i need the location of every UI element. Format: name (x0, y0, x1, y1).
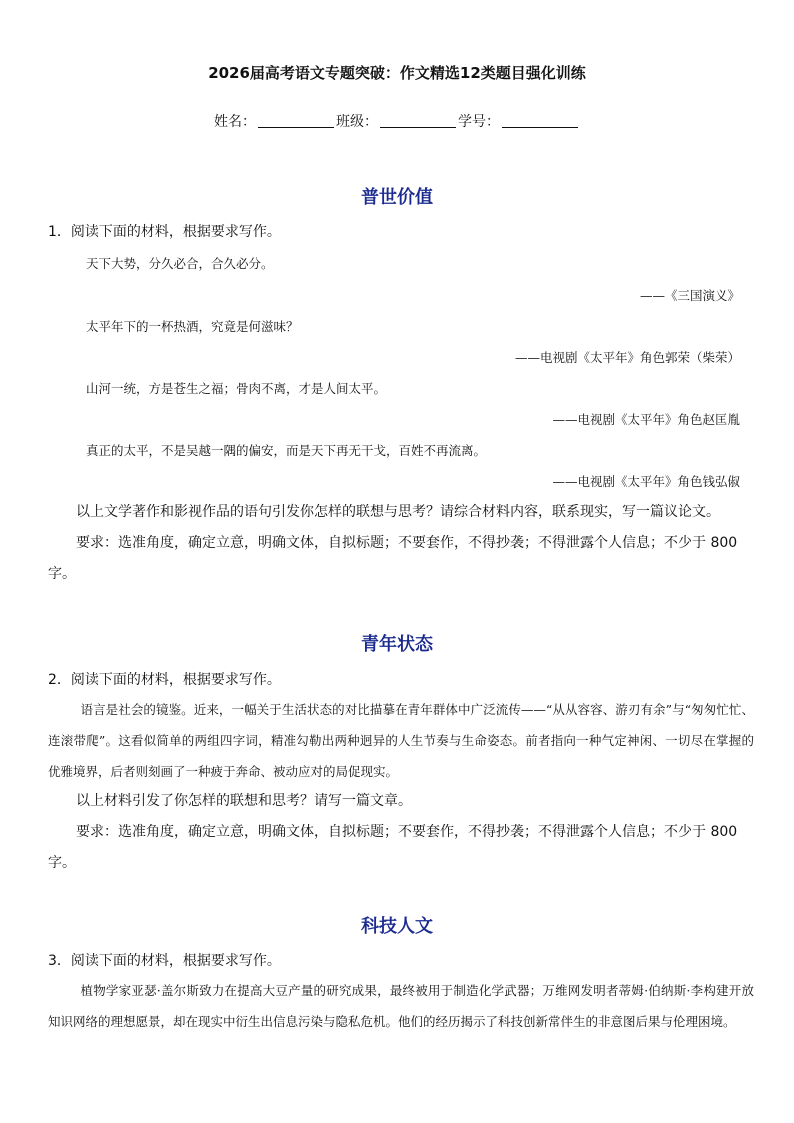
quote-text: 太平年下的一杯热酒，究竟是何滋味？ (86, 319, 299, 334)
question-stem: 3．阅读下面的材料，根据要求写作。 (48, 953, 281, 969)
material-text: 植物学家亚瑟·盖尔斯致力在提高大豆产量的研究成果，最终被用于制造化学武器；万维网发明者蒂姆·伯纳斯·李构建开放知识网络的理想愿景，却在现实中衍生出信息污染与隐私危机。他们的经历揭示了科技创新常伴生的非意图后果与伦理困境。 (48, 983, 754, 1029)
question-stem: 2．阅读下面的材料，根据要求写作。 (48, 672, 281, 688)
writing-requirement: 要求：选准角度，确定立意，明确文体，自拟标题；不要套作，不得抄袭；不得泄露个人信息；不少于 800 字。 (48, 824, 738, 871)
quote-source: ——电视剧《太平年》角色赵匡胤 (552, 412, 740, 427)
quote-text: 山河一统，方是苍生之福；骨肉不离，才是人间太平。 (86, 381, 387, 396)
id-label: 学号： (458, 114, 500, 130)
student-info-line (0, 111, 794, 131)
class-blank[interactable] (380, 126, 456, 128)
name-label: 姓名： (214, 114, 256, 130)
document-title: 2026届高考语文专题突破：作文精选12类题目强化训练 (208, 64, 586, 82)
class-label: 班级： (336, 114, 378, 130)
writing-prompt: 以上文学著作和影视作品的语句引发你怎样的联想与思考？请综合材料内容，联系现实，写一篇议论文。 (76, 504, 720, 520)
id-blank[interactable] (502, 126, 578, 128)
name-blank[interactable] (258, 126, 334, 128)
question-stem: 1．阅读下面的材料，根据要求写作。 (48, 224, 281, 240)
section-heading: 科技人文 (361, 916, 433, 937)
quote-source: ——《三国演义》 (639, 288, 740, 303)
writing-prompt: 以上材料引发了你怎样的联想和思考？请写一篇文章。 (76, 793, 412, 809)
material-text: 语言是社会的镜鉴。近来，一幅关于生活状态的对比描摹在青年群体中广泛流传——“从从容容、游刃有余”与“匆匆忙忙、连滚带爬”。这看似简单的两组四字词，精准勾勒出两种迥异的人生节奏与生命姿态。前者指向一种气定神闲、一切尽在掌握的优雅境界，后者则刻画了一种疲于奔命、被动应对的局促现实。 (48, 702, 754, 779)
quote-source: ——电视剧《太平年》角色钱弘俶 (552, 474, 740, 489)
quote-text: 天下大势，分久必合，合久必分。 (86, 256, 274, 271)
section-heading: 青年状态 (361, 634, 433, 655)
section-heading: 普世价值 (361, 187, 433, 208)
quote-source: ——电视剧《太平年》角色郭荣（柴荣） (514, 350, 740, 365)
writing-requirement: 要求：选准角度，确定立意，明确文体，自拟标题；不要套作，不得抄袭；不得泄露个人信息；不少于 800 字。 (48, 535, 738, 582)
quote-text: 真正的太平，不是吴越一隅的偏安，而是天下再无干戈，百姓不再流离。 (86, 443, 487, 458)
